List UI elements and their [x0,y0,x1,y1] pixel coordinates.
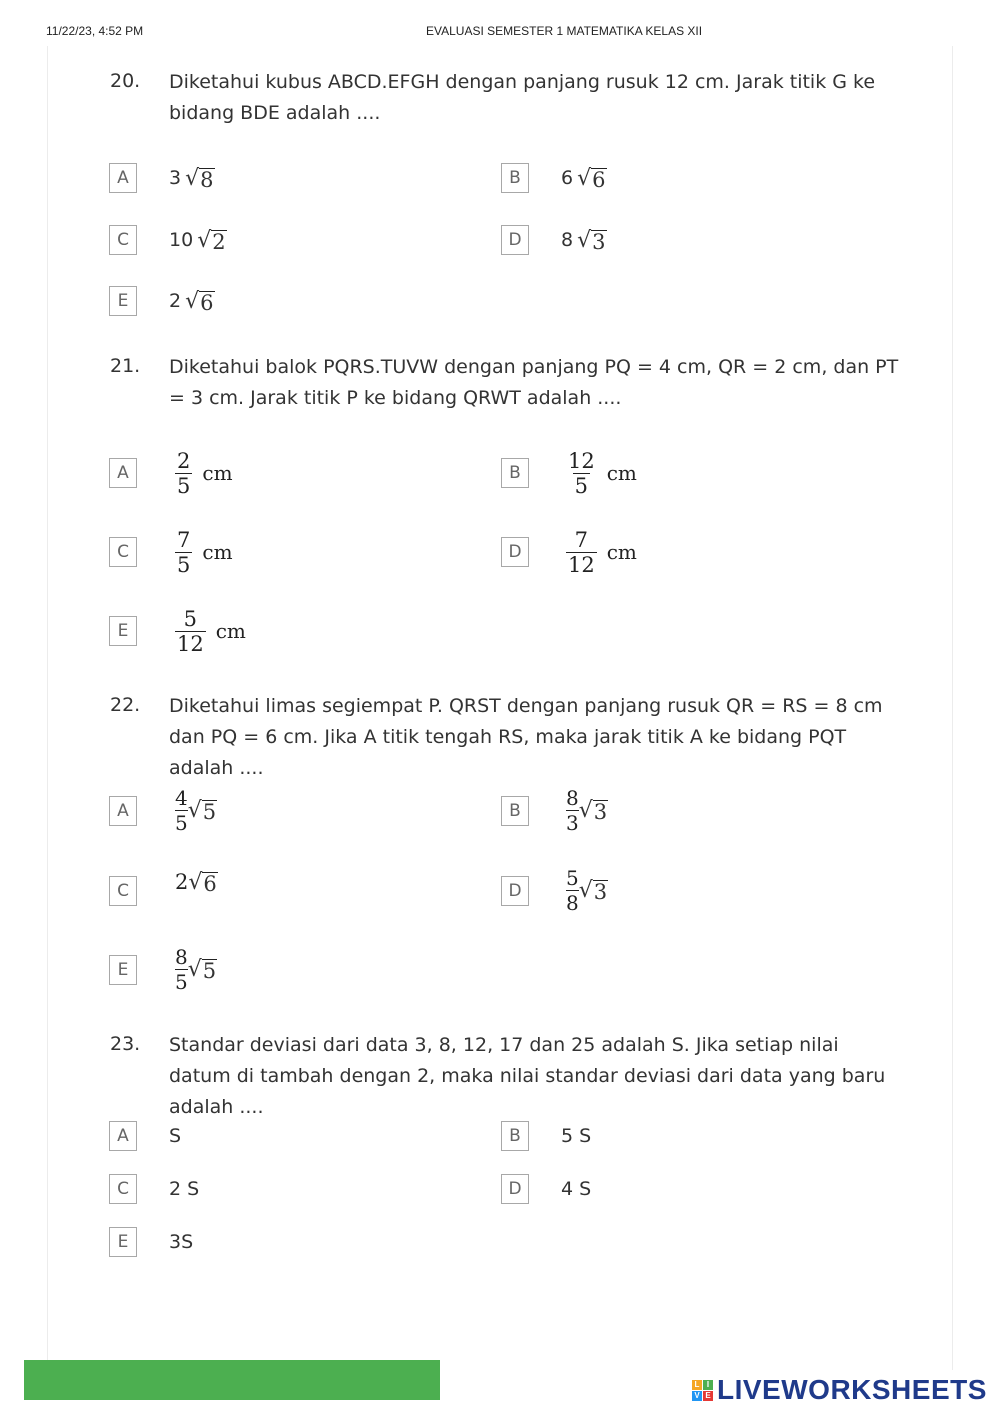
q21-b-unit: cm [606,461,637,485]
q23-option-a-box[interactable]: A [109,1121,137,1151]
liveworksheets-logo-icon: L I V E [692,1380,713,1401]
q20-option-d-value [561,220,607,260]
right-margin-line [952,46,953,1370]
q22-option-b-box[interactable]: B [501,796,529,826]
q21-a-unit: cm [202,461,233,485]
q22-option-c-value [175,862,218,902]
q23-option-d-box[interactable]: D [501,1174,529,1204]
q21-a-fraction: $\frac{2}{5}$ [177,448,191,498]
q20-c-radical: √ 2 [197,227,226,254]
q21-d-unit: cm [606,540,637,564]
q20-e-radical: √ 6 [185,288,214,315]
q20-d-coef: 8 [561,229,574,251]
q23-option-b-value: 5 S [561,1125,592,1147]
q21-e-fraction: $\frac{5}{12}$ [177,606,204,656]
q20-option-c-value [169,220,227,260]
q20-option-b-value [561,158,607,198]
q22-c-radical: √ 6 [188,869,217,896]
question-number-21: 21. [110,355,141,377]
question-text-22: Diketahui limas segiempat P. QRST dengan panjang rusuk QR = RS = 8 cm dan PQ = 6 cm. Jika A titik tengah RS, maka jarak titik A ke bidang PQT adalah .... [169,695,883,779]
q20-option-a-value [169,158,215,198]
q20-d-radical: √ 3 [577,227,606,254]
q20-a-radical: √ 8 [185,165,214,192]
q22-option-e-box[interactable]: E [109,955,137,985]
q22-option-b-value [566,784,608,836]
q22-a-radical: √ 5 [187,797,217,824]
q21-c-fraction: $\frac{7}{5}$ [177,527,191,577]
q21-option-c-box[interactable]: C [109,537,137,567]
q21-e-unit: cm [215,619,246,643]
liveworksheets-wordmark: LIVEWORKSHEETS [717,1374,987,1405]
question-number-23: 23. [110,1033,141,1055]
q20-option-d-box[interactable]: D [501,225,529,255]
q23-option-d-value: 4 S [561,1178,592,1200]
left-margin-line [47,46,48,1370]
q21-d-fraction: $\frac{7}{12}$ [568,527,595,577]
question-text-23: Standar deviasi dari data 3, 8, 12, 17 dan 25 adalah S. Jika setiap nilai datum di tambah dengan 2, maka nilai standar deviasi dari data yang baru adalah .... [169,1034,886,1118]
q20-a-coef: 3 [169,167,182,189]
q22-option-e-value [175,943,217,995]
q20-c-coef: 10 [169,229,194,251]
q21-option-a-box[interactable]: A [109,458,137,488]
q22-d-radical: √ 3 [578,877,608,904]
q22-option-a-value [175,784,217,836]
q23-option-b-box[interactable]: B [501,1121,529,1151]
q21-option-b-value [566,447,637,499]
q22-option-a-box[interactable]: A [109,796,137,826]
q22-b-radical: √ 3 [578,797,608,824]
q22-option-d-value [566,864,608,916]
q20-option-e-value [169,281,215,321]
question-number-22: 22. [110,694,141,716]
q20-b-coef: 6 [561,167,574,189]
question-text-20: Diketahui kubus ABCD.EFGH dengan panjang rusuk 12 cm. Jarak titik G ke bidang BDE adalah .... [169,71,876,124]
q22-d-fraction: $\frac{5}{8}$ [566,865,579,915]
q20-option-b-box[interactable]: B [501,163,529,193]
q22-e-fraction: $\frac{8}{5}$ [175,944,188,994]
q22-e-radical: √ 5 [187,956,217,983]
q21-option-e-value [175,605,246,657]
q21-option-e-box[interactable]: E [109,616,137,646]
q21-option-c-value [175,526,233,578]
q20-option-c-box[interactable]: C [109,225,137,255]
q22-b-fraction: $\frac{8}{3}$ [566,785,579,835]
q21-option-d-box[interactable]: D [501,537,529,567]
q20-b-radical: √ 6 [577,165,606,192]
q21-option-b-box[interactable]: B [501,458,529,488]
q22-option-c-box[interactable]: C [109,876,137,906]
q23-option-c-value: 2 S [169,1178,200,1200]
print-datetime: 11/22/23, 4:52 PM [46,24,144,38]
q22-option-d-box[interactable]: D [501,876,529,906]
q23-option-e-value: 3S [169,1231,194,1253]
question-number-20: 20. [110,70,141,92]
page-title: EVALUASI SEMESTER 1 MATEMATIKA KELAS XII [426,24,703,38]
footer-green-bar [24,1360,440,1400]
q21-b-fraction: $\frac{12}{5}$ [568,448,595,498]
q20-option-a-box[interactable]: A [109,163,137,193]
q21-c-unit: cm [202,540,233,564]
liveworksheets-brand [692,1374,987,1406]
q21-option-a-value [175,447,233,499]
q20-e-coef: 2 [169,290,182,312]
q22-c-coef: 2 [175,870,189,894]
q23-option-a-value: S [169,1125,182,1147]
q20-option-e-box[interactable]: E [109,286,137,316]
q23-option-c-box[interactable]: C [109,1174,137,1204]
question-text-21: Diketahui balok PQRS.TUVW dengan panjang PQ = 4 cm, QR = 2 cm, dan PT = 3 cm. Jarak titik P ke bidang QRWT adalah .... [169,356,899,409]
q23-option-e-box[interactable]: E [109,1227,137,1257]
q22-a-fraction: $\frac{4}{5}$ [175,785,188,835]
q21-option-d-value [566,526,637,578]
